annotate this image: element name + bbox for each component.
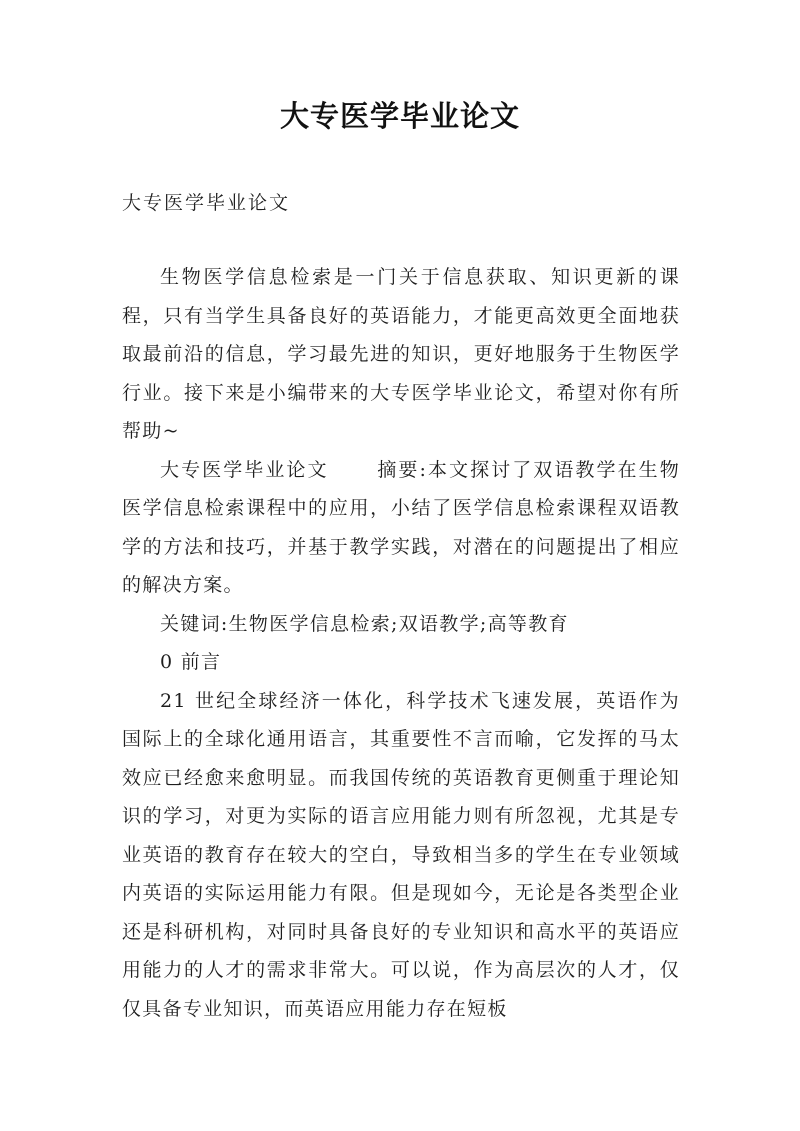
intro-paragraph: 生物医学信息检索是一门关于信息获取、知识更新的课程，只有当学生具备良好的英语能力，才能更高效更全面地获取最前沿的信息，学习最先进的知识，更好地服务于生物医学行业。接下来是小编带来的大专医学毕业论文，希望对你有所帮助~: [122, 266, 680, 442]
document-title: 大专医学毕业论文: [279, 99, 520, 133]
abstract-heading: 大专医学毕业论文: [160, 458, 329, 481]
section-heading: 0 前言: [160, 651, 222, 673]
keywords-paragraph: 关键词:生物医学信息检索;双语教学;高等教育: [160, 612, 569, 635]
abstract-paragraph: [122, 451, 680, 605]
document-subtitle: 大专医学毕业论文: [122, 192, 291, 214]
document-body: [122, 258, 680, 1028]
body-paragraph: 21 世纪全球经济一体化，科学技术飞速发展，英语作为国际上的全球化通用语言，其重要性不言而喻，它发挥的马太效应已经愈来愈明显。而我国传统的英语教育更侧重于理论知识的学习，对更为实际的语言应用能力则有所忽视，尤其是专业英语的教育存在较大的空白，导致相当多的学生在专业领域内英语的实际运用能力有限。但是现如今，无论是各类型企业还是科研机构，对同时具备良好的专业知识和高水平的英语应用能力的人才的需求非常大。可以说，作为高层次的人才，仅仅具备专业知识，而英语应用能力存在短板: [122, 689, 680, 1020]
abstract-text: 摘要:本文探讨了双语教学在生物医学信息检索课程中的应用，小结了医学信息检索课程双语教学的方法和技巧，并基于教学实践，对潜在的问题提出了相应的解决方案。: [122, 458, 680, 596]
